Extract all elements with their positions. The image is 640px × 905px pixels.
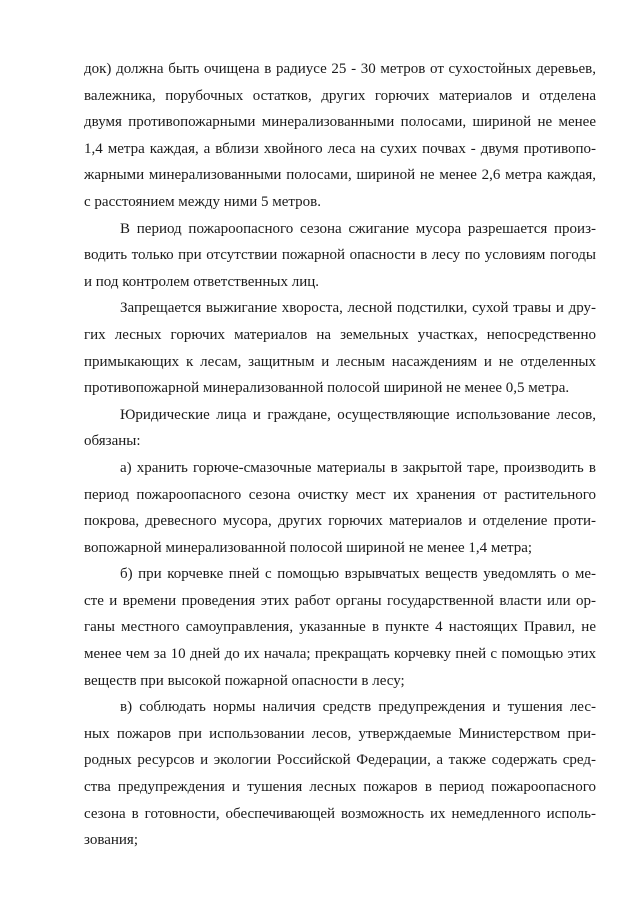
text-line: ства предупреждения и тушения лесных пожаров в период пожароопасного xyxy=(84,779,596,796)
text-line: менее чем за 10 дней до их начала; прекращать корчевку пней с помощью этих xyxy=(84,646,596,663)
text-line: веществ при высокой пожарной опасности в лесу; xyxy=(84,672,405,689)
text-line: В период пожароопасного сезона сжигание мусора разрешается произ- xyxy=(120,220,596,237)
text-line: водить только при отсутствии пожарной опасности в лесу по условиям погоды xyxy=(84,247,596,264)
text-line: зования; xyxy=(84,832,139,849)
paragraph-item-a xyxy=(84,455,596,561)
paragraph-burning-prohibition xyxy=(84,295,596,401)
text-line: вопожарной минерализованной полосой шириной не менее 1,4 метра; xyxy=(84,539,533,556)
text-line: обязаны: xyxy=(84,433,141,450)
text-line: двумя противопожарными минерализованными полосами, шириной не менее xyxy=(84,114,596,131)
text-line: примыкающих к лесам, защитным и лесным насаждениям и не отделенных xyxy=(84,353,596,370)
text-line: противопожарной минерализованной полосой шириной не менее 0,5 метра. xyxy=(84,380,570,397)
text-line: с расстоянием между ними 5 метров. xyxy=(84,193,321,210)
text-line: а) хранить горюче-смазочные материалы в закрытой таре, производить в xyxy=(120,459,596,476)
text-line: Запрещается выжигание хвороста, лесной подстилки, сухой травы и дру- xyxy=(120,300,596,317)
text-line: гих лесных горючих материалов на земельных участках, непосредственно xyxy=(84,326,596,343)
paragraph-fire-break-requirements xyxy=(84,56,596,216)
text-line: сте и времени проведения этих работ органы государственной власти или ор- xyxy=(84,592,596,609)
text-line: родных ресурсов и экологии Российской Федерации, а также содержать сред- xyxy=(84,752,596,769)
text-line: сезона в готовности, обеспечивающей возможность их немедленного исполь- xyxy=(84,805,596,822)
text-line: валежника, порубочных остатков, других горючих материалов и отделена xyxy=(84,87,596,104)
document-page xyxy=(84,56,596,854)
paragraph-garbage-burning xyxy=(84,216,596,296)
text-line: Юридические лица и граждане, осуществляющие использование лесов, xyxy=(120,406,596,423)
text-line: ганы местного самоуправления, указанные в пункте 4 настоящих Правил, не xyxy=(84,619,596,636)
text-line: док) должна быть очищена в радиусе 25 - 30 метров от сухостойных деревьев, xyxy=(84,61,596,77)
text-line: жарными минерализованными полосами, шириной не менее 2,6 метра каждая, xyxy=(84,167,596,184)
paragraph-item-b xyxy=(84,561,596,694)
text-line: и под контролем ответственных лиц. xyxy=(84,273,320,290)
paragraph-obligations-intro xyxy=(84,402,596,455)
paragraph-item-v xyxy=(84,694,596,854)
text-line: б) при корчевке пней с помощью взрывчатых веществ уведомлять о ме- xyxy=(120,566,596,583)
text-line: покрова, древесного мусора, других горючих материалов и отделение проти- xyxy=(84,513,596,530)
text-line: в) соблюдать нормы наличия средств предупреждения и тушения лес- xyxy=(120,699,596,716)
text-line: период пожароопасного сезона очистку мест их хранения от растительного xyxy=(84,486,596,503)
text-line: ных пожаров при использовании лесов, утверждаемые Министерством при- xyxy=(84,725,596,742)
text-line: 1,4 метра каждая, а вблизи хвойного леса на сухих почвах - двумя противопо- xyxy=(84,140,596,157)
